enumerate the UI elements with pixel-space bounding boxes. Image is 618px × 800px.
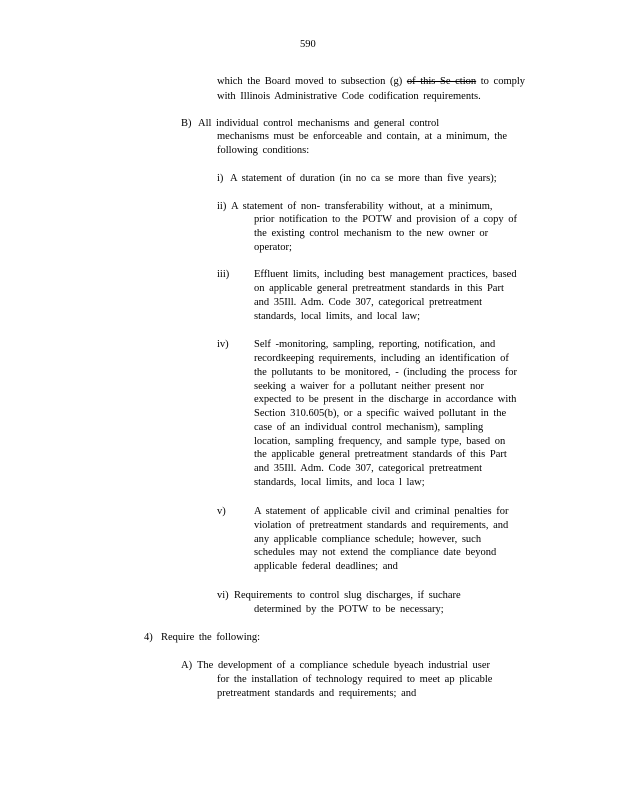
subitem-iv-line: location, sampling frequency, and sample type, based on bbox=[254, 436, 506, 447]
subitem-i-label: i) bbox=[217, 173, 224, 184]
subitem-iii-line: Effluent limits, including best management practices, based bbox=[254, 269, 517, 280]
subitem-ii-label: ii) bbox=[217, 201, 227, 212]
subitem-iv-label: iv) bbox=[217, 339, 229, 350]
subitem-v-line: applicable federal deadlines; and bbox=[254, 561, 398, 572]
subitem-iv-line: and 35Ill. Adm. Code 307, categorical pretreatment bbox=[254, 463, 483, 474]
item-b-line: mechanisms must be enforceable and contain, at a minimum, the bbox=[217, 131, 508, 142]
subitem-iv-line: Section 310.605(b), or a specific waived pollutant in the bbox=[254, 408, 507, 419]
struck-text: of this Se ction bbox=[406, 76, 477, 87]
continuation-text: which the Board moved to subsection (g) bbox=[217, 76, 403, 87]
subitem-iv-line: Self -monitoring, sampling, reporting, notification, and bbox=[254, 339, 496, 350]
subitem-iii-line: on applicable general pretreatment standards in this Part bbox=[254, 283, 504, 294]
subitem-vi-line: Requirements to control slug discharges, if suchare bbox=[234, 590, 461, 601]
item-4-text: Require the following: bbox=[161, 632, 261, 643]
item-b-line: following conditions: bbox=[217, 145, 310, 156]
subitem-ii-line: prior notification to the POTW and provision of a copy of bbox=[254, 214, 518, 225]
subitem-v-line: violation of pretreatment standards and requirements, and bbox=[254, 520, 509, 531]
subitem-v-line: A statement of applicable civil and criminal penalties for bbox=[254, 506, 509, 517]
subitem-iii-line: standards, local limits, and local law; bbox=[254, 311, 421, 322]
item-4a-line: for the installation of technology required to meet ap plicable bbox=[217, 674, 493, 685]
subitem-ii-line: the existing control mechanism to the new owner or bbox=[254, 228, 489, 239]
subitem-vi-label: vi) bbox=[217, 590, 229, 601]
continuation-line-2: with Illinois Administrative Code codification requirements. bbox=[217, 91, 481, 102]
item-4-label: 4) bbox=[144, 632, 153, 643]
item-b-label: B) bbox=[181, 118, 192, 129]
subitem-i-line: A statement of duration (in no ca se more than five years); bbox=[230, 173, 497, 184]
subitem-iii-line: and 35Ill. Adm. Code 307, categorical pretreatment bbox=[254, 297, 483, 308]
page-number: 590 bbox=[300, 39, 316, 50]
subitem-iv-line: the applicable general pretreatment standards of this Part bbox=[254, 449, 507, 460]
subitem-iv-line: standards, local limits, and loca l law; bbox=[254, 477, 425, 488]
item-b-line: All individual control mechanisms and general control bbox=[198, 118, 440, 129]
continuation-line-1 bbox=[217, 75, 525, 89]
subitem-iv-line: case of an individual control mechanism), sampling bbox=[254, 422, 484, 433]
subitem-iv-line: recordkeeping requirements, including an identification of bbox=[254, 353, 509, 364]
continuation-text-end: to comply bbox=[476, 76, 526, 87]
subitem-v-label: v) bbox=[217, 506, 226, 517]
item-4a-line: The development of a compliance schedule byeach industrial user bbox=[197, 660, 490, 671]
item-4a-line: pretreatment standards and requirements; and bbox=[217, 688, 417, 699]
subitem-iii-label: iii) bbox=[217, 269, 230, 280]
subitem-iv-line: the pollutants to be monitored, - (including the process for bbox=[254, 367, 517, 378]
subitem-ii-line: A statement of non- transferability without, at a minimum, bbox=[231, 201, 493, 212]
subitem-ii-line: operator; bbox=[254, 242, 292, 253]
subitem-vi-line: determined by the POTW to be necessary; bbox=[254, 604, 444, 615]
subitem-iv-line: expected to be present in the discharge in accordance with bbox=[254, 394, 517, 405]
item-4a-label: A) bbox=[181, 660, 193, 671]
subitem-iv-line: seeking a waiver for a pollutant neither present nor bbox=[254, 381, 485, 392]
subitem-v-line: schedules may not extend the compliance date beyond bbox=[254, 547, 497, 558]
subitem-v-line: any applicable compliance schedule; however, such bbox=[254, 534, 482, 545]
